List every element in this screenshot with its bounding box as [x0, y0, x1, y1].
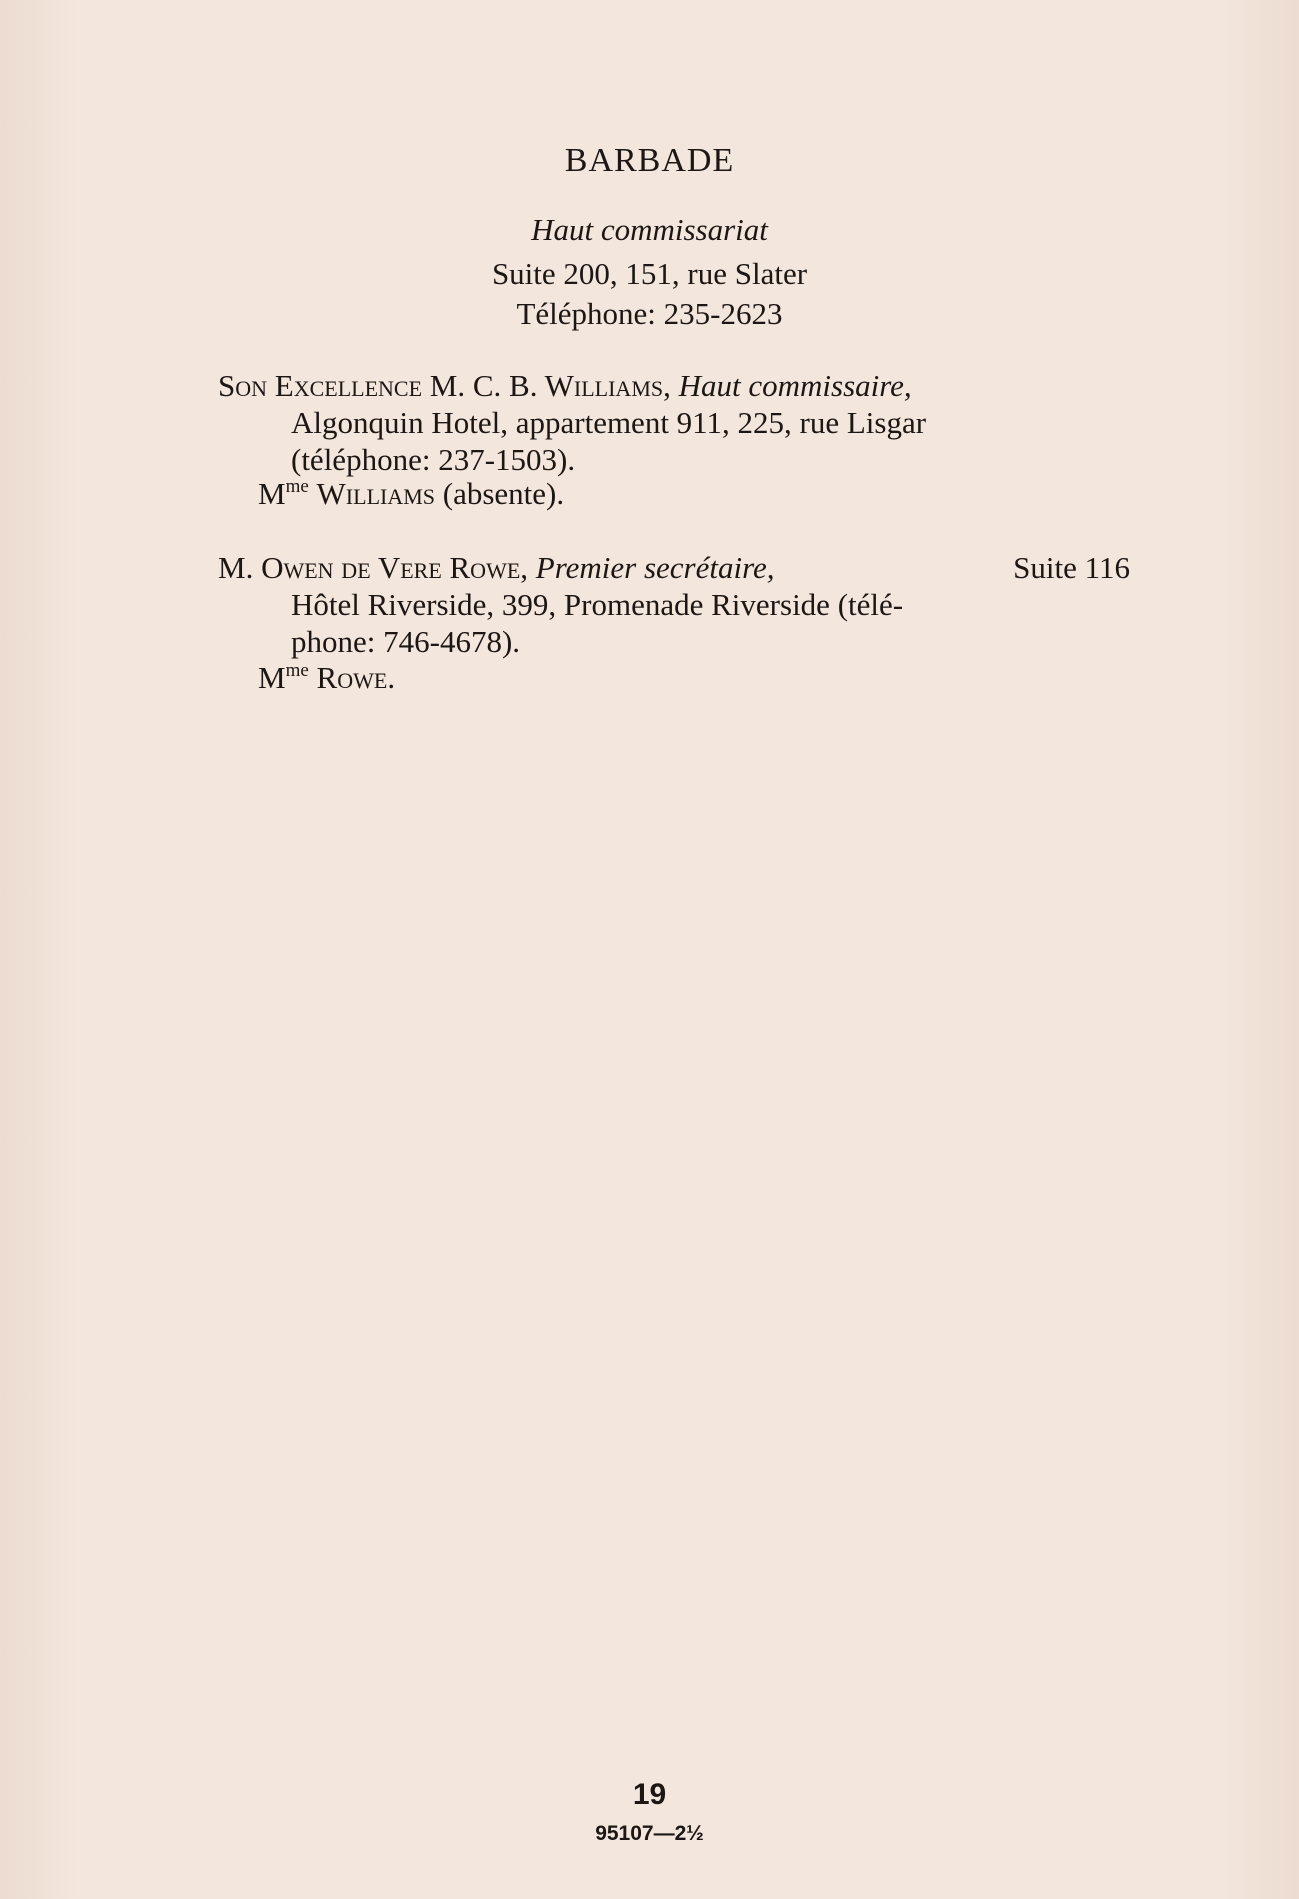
- page-number: 19: [632, 1778, 667, 1811]
- staff-entry: [218, 549, 1130, 660]
- printer-signature: 95107—2½: [595, 1822, 704, 1845]
- spouse-abbr: $M^{me}$: [258, 476, 309, 511]
- entry-first-line: [218, 549, 1130, 586]
- entry-address-line: Algonquin Hotel, appartement 911, 225, rue Lisgar: [291, 405, 927, 440]
- person-title: Haut commissaire,: [678, 368, 912, 403]
- spouse-line: [258, 476, 564, 512]
- person-name: Owen de Vere Rowe,: [261, 550, 529, 585]
- country-heading: BARBADE: [564, 142, 735, 179]
- spouse-name: Williams: [316, 476, 436, 511]
- entry-phone-line: (téléphone: 237-1503).: [291, 442, 576, 477]
- spouse-name: Rowe.: [316, 660, 396, 695]
- spouse-note: (absente).: [442, 476, 565, 511]
- honorific: Son Excellence: [218, 368, 423, 403]
- entry-suite: Suite 116: [1013, 550, 1130, 585]
- spouse-line: [258, 660, 395, 696]
- entry-first-line: [218, 367, 1130, 404]
- staff-entry: [218, 367, 1130, 478]
- person-title: Premier secrétaire,: [535, 550, 775, 585]
- entry-phone-line: phone: 746-4678).: [291, 624, 521, 659]
- entry-address-line: Hôtel Riverside, 399, Promenade Riverside (télé-: [291, 587, 904, 622]
- mission-name: Haut commissariat: [531, 212, 768, 247]
- mission-address: Suite 200, 151, rue Slater: [491, 256, 808, 291]
- mission-phone: Téléphone: 235-2623: [516, 296, 783, 331]
- spouse-abbr: $M^{me}$: [258, 660, 309, 695]
- honorific: M.: [218, 550, 254, 585]
- person-name: M. C. B. Williams,: [429, 368, 671, 403]
